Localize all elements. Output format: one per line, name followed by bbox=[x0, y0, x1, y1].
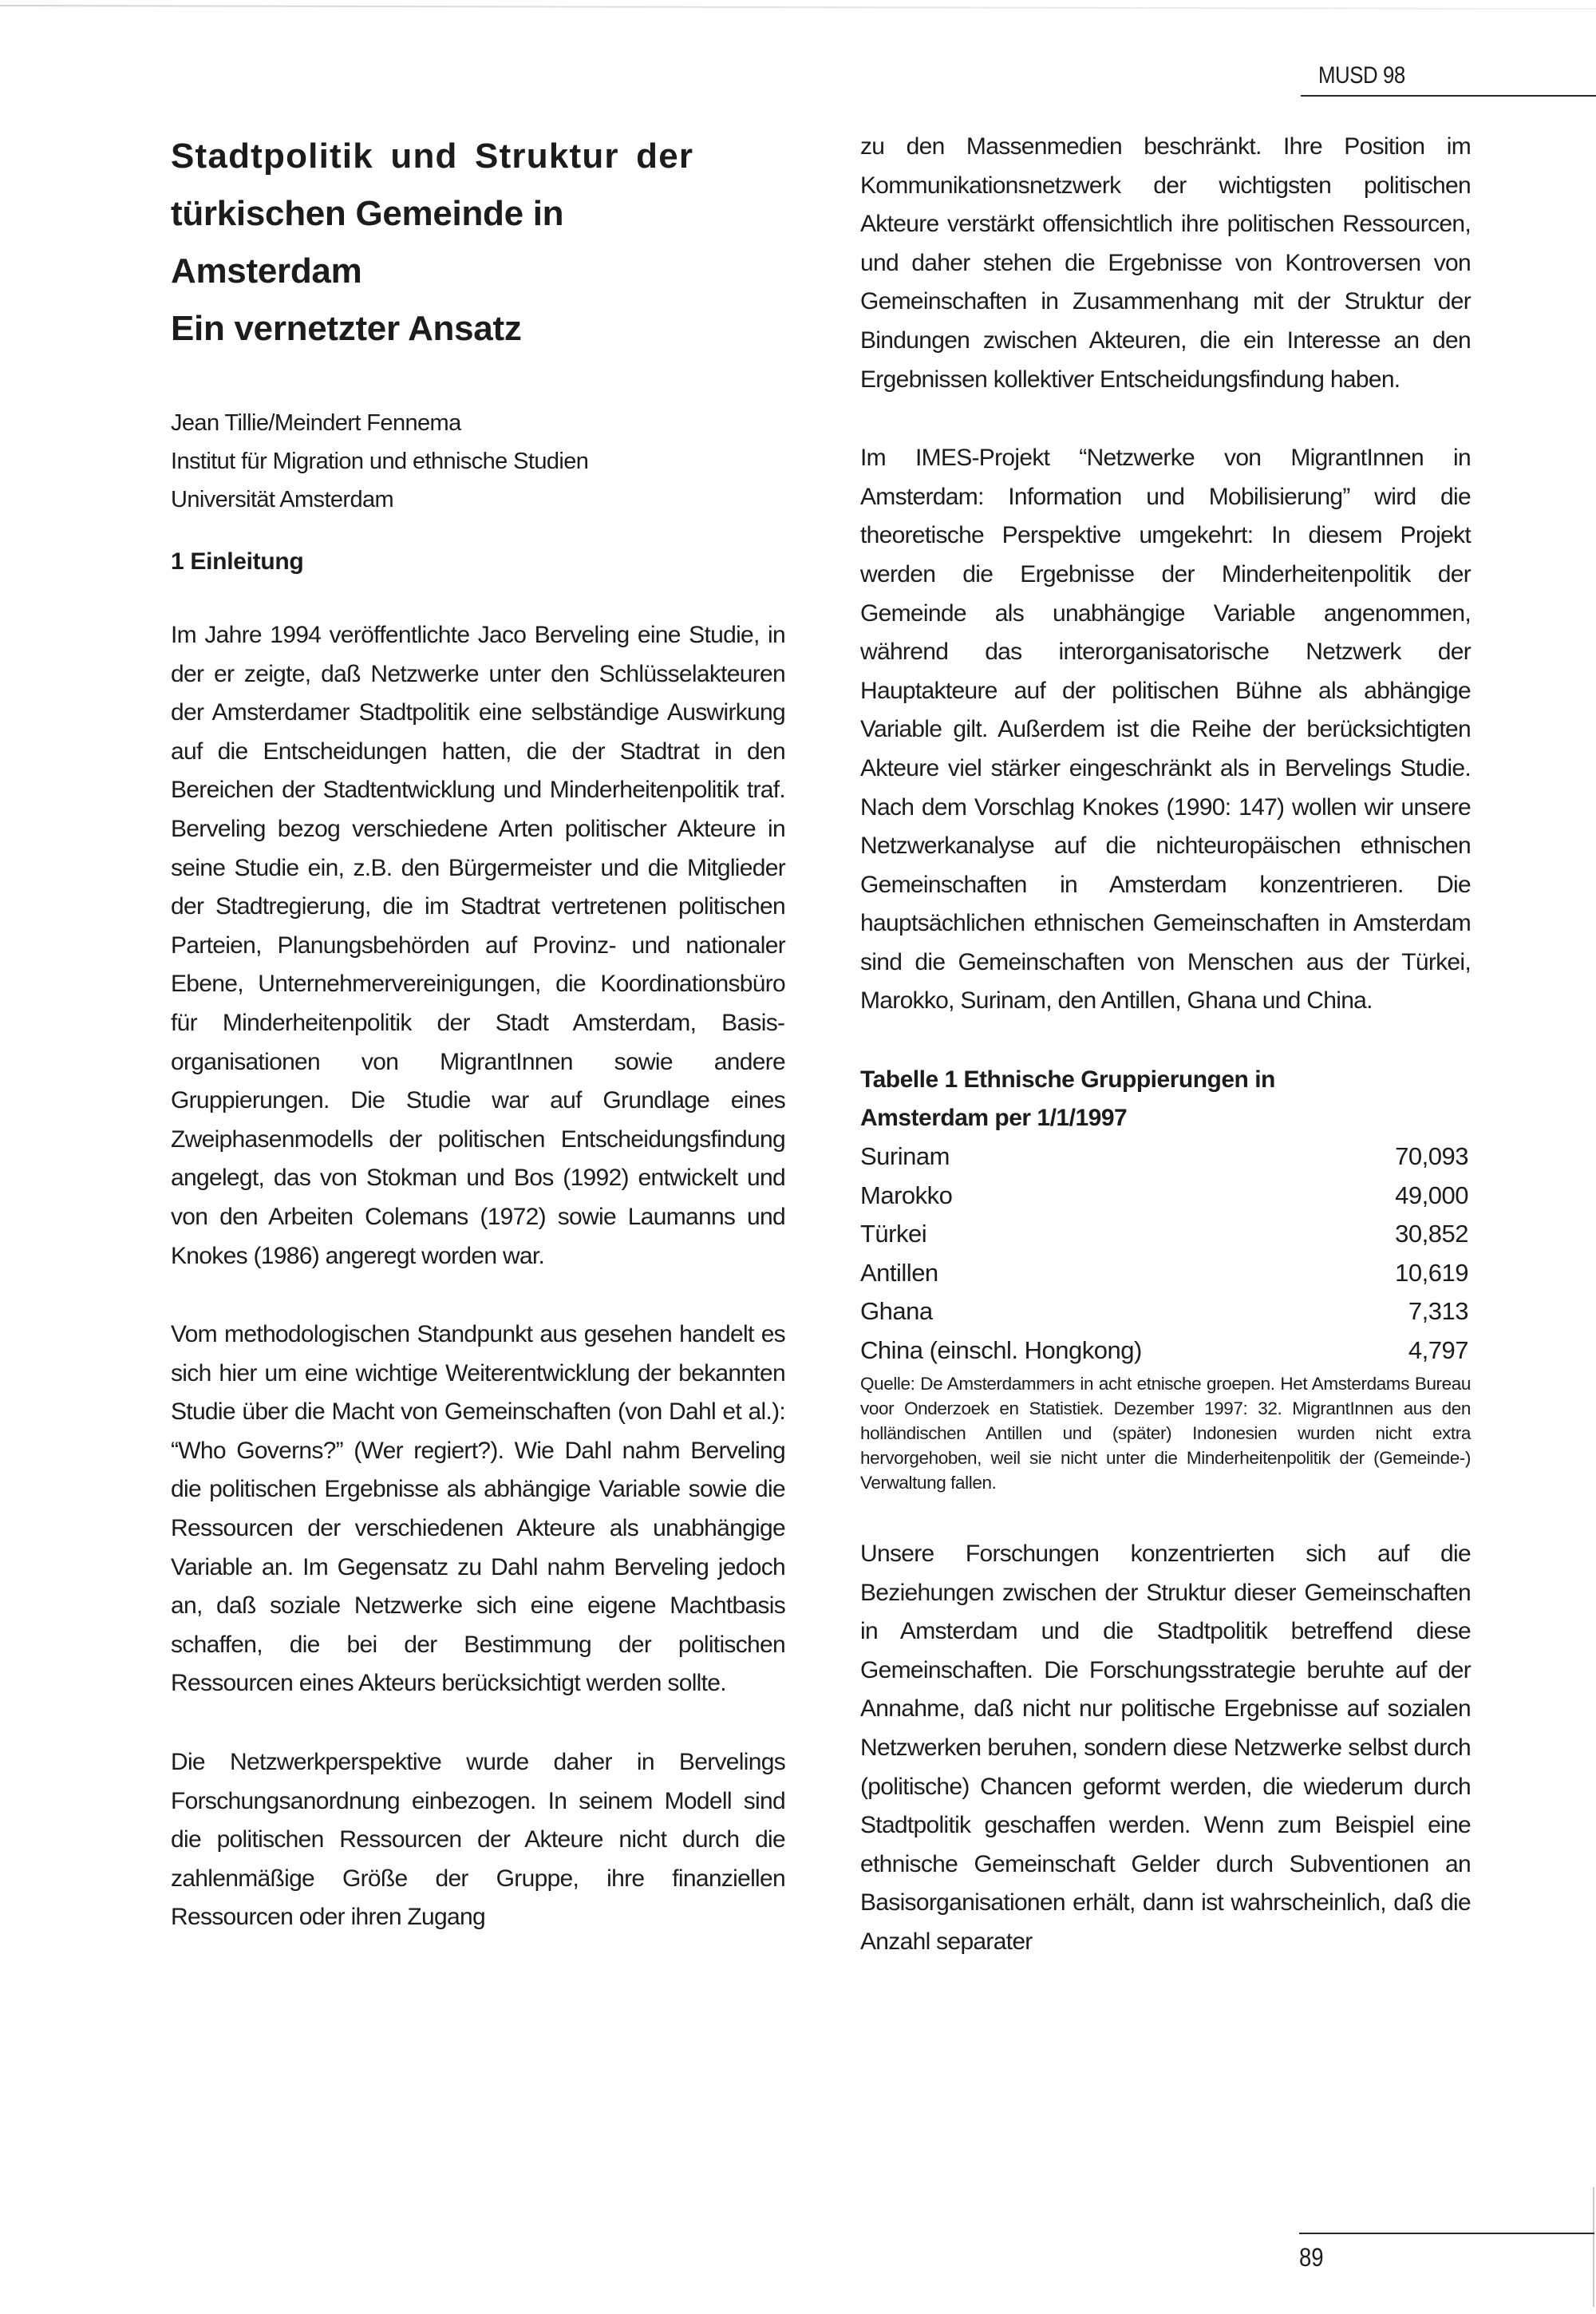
body-paragraph: Vom methodologischen Standpunkt aus gesehen handelt es sich hier um eine wichtige Weiterentwicklung der bekannten Studie über die Macht von Gemeinschaften (von Dahl et al.): “Who Governs?” (Wer regiert?). Wie Dahl nahm Berveling die politischen Ergebnisse als abhängige Variable sowie die Ressourcen der verschiedenen Akteure als unabhängige Variable an. Im Gegensatz zu Dahl nahm Berveling jedoch an, daß soziale Netzwerke sich eine eigene Machtbasis schaffen, die bei der Bestimmung der politischen Ressourcen eines Akteurs berücksichtigt werden sollte. bbox=[171, 1321, 785, 1697]
ethnic-groups-table bbox=[860, 1137, 1468, 1370]
title-line: türkischen Gemeinde in bbox=[171, 194, 564, 233]
group-count: 30,852 bbox=[1395, 1220, 1468, 1248]
group-count: 7,313 bbox=[1408, 1297, 1468, 1326]
table-title-line: Amsterdam per 1/1/1997 bbox=[860, 1105, 1128, 1132]
group-name: China (einschl. Hongkong) bbox=[860, 1335, 1142, 1364]
table-1 bbox=[860, 1061, 1471, 1495]
author-university: Universität Amsterdam bbox=[171, 487, 394, 512]
table-row bbox=[860, 1254, 1468, 1293]
article-title bbox=[171, 128, 785, 358]
table-row bbox=[860, 1215, 1468, 1254]
table-row bbox=[860, 1292, 1468, 1331]
group-name: Ghana bbox=[860, 1297, 933, 1326]
group-count: 70,093 bbox=[1395, 1142, 1468, 1171]
group-count: 49,000 bbox=[1395, 1181, 1468, 1209]
header-rule bbox=[1301, 95, 1596, 97]
table-row bbox=[860, 1177, 1468, 1216]
body-paragraph: Im IMES-Projekt “Netzwerke von MigrantInnen in Amsterdam: Information und Mobilisierung” wird die theoretische Perspektive umgekehrt: In diesem Projekt werden die Ergebnisse der Minderheitenpolitik der Gemeinde als unabhängige Variable angenommen, während das interorganisatorische Netzwerk der Hauptakteure auf der politischen Bühne als abhängige Variable gilt. Außerdem ist die Reihe der berücksichtigten Akteure viel stärker eingeschränkt als in Bervelings Studie. Nach dem Vorschlag Knokes (1990: 147) wollen wir unsere Netzwerkanalyse auf die nichteuropäischen ethnischen Gemeinschaften in Amsterdam konzentrieren. Die hauptsächlichen ethnischen Gemeinschaften in Amsterdam sind die Gemeinschaften von Menschen aus der Türkei, Marokko, Surinam, den Antillen, Ghana und China. bbox=[860, 445, 1471, 1015]
title-line: Stadtpolitik und Struktur der bbox=[171, 136, 694, 176]
table-row bbox=[860, 1331, 1468, 1371]
table-title bbox=[860, 1061, 1471, 1137]
body-paragraph: Unsere Forschungen konzentrierten sich auf die Beziehungen zwischen der Struktur dieser Gemeinschaften in Amsterdam und die Stadtpolitik betreffend diese Gemeinschaften. Die Forschungsstrategie beruhte auf der Annahme, daß nicht nur politische Ergebnisse auf sozialen Netzwerken beruhen, sondern diese Netzwerke selbst durch (politische) Chancen geformt werden, die wiederum durch Stadtpolitik geschaffen werden. Wenn zum Beispiel eine ethnische Gemeinschaft Gelder durch Subventionen an Basisorganisationen erhält, dann ist wahrscheinlich, daß die Anzahl separater bbox=[860, 1541, 1471, 1955]
left-column bbox=[171, 128, 785, 1937]
group-name: Surinam bbox=[860, 1142, 950, 1171]
group-count: 4,797 bbox=[1408, 1335, 1468, 1364]
author-names: Jean Tillie/Meindert Fennema bbox=[171, 410, 461, 436]
running-header: MUSD 98 bbox=[1318, 62, 1405, 89]
scan-edge bbox=[0, 5, 1596, 10]
scan-edge-right bbox=[1593, 2187, 1594, 2307]
table-row bbox=[860, 1137, 1468, 1177]
section-heading: 1 Einleitung bbox=[171, 548, 304, 575]
table-title-line: Tabelle 1 Ethnische Gruppierungen in bbox=[860, 1066, 1275, 1094]
table-source-note: Quelle: De Amsterdammers in acht etnische groepen. Het Amsterdams Bureau voor Onderzoek en Statistiek. Dezember 1997: 32. MigrantInnen aus den holländischen Antillen und (später) Indonesien wurden nicht extra hervorgehoben, weil sie nicht unter die Minderheitenpolitik der (Gemeinde-) Verwaltung fallen. bbox=[860, 1374, 1471, 1493]
body-paragraph: zu den Massenmedien beschränkt. Ihre Position im Kommunikationsnetzwerk der wichtigsten politischen Akteure verstärkt offensichtlich ihre politischen Ressourcen, und daher stehen die Ergebnisse von Kontroversen von Gemeinschaften in Zusammenhang mit der Struktur der Bindungen zwischen Akteuren, die ein Interesse an den Ergebnissen kollektiver Entscheidungsfindung haben. bbox=[860, 133, 1471, 393]
group-name: Marokko bbox=[860, 1181, 953, 1209]
author-block bbox=[171, 404, 785, 519]
group-count: 10,619 bbox=[1395, 1258, 1468, 1287]
group-name: Türkei bbox=[860, 1220, 927, 1248]
body-paragraph: Im Jahre 1994 veröffentlichte Jaco Berveling eine Studie, in der er zeigte, daß Netzwerke unter den Schlüsselakteuren der Amsterdamer Stadtpolitik eine selbständige Auswirkung auf die Entscheidungen hatten, die der Stadtrat in den Bereichen der Stadtentwicklung und Minderheitenpolitik traf. Berveling bezog verschiedene Arten politischer Akteure in seine Studie ein, z.B. den Bürgermeister und die Mitglieder der Stadtregierung, die im Stadtrat vertretenen politischen Parteien, Planungsbehörden auf Provinz- und nationaler Ebene, Unternehmervereinigungen, die Koordinationsbüro für Minderheitenpolitik der Stadt Amsterdam, Basisorganisationen von MigrantInnen sowie andere Gruppierungen. Die Studie war auf Grundlage eines Zweiphasenmodells der politischen Entscheidungsfindung angelegt, das von Stokman und Bos (1992) entwickelt und von den Arbeiten Colemans (1972) sowie Laumanns und Knokes (1986) angeregt worden war. bbox=[171, 622, 785, 1269]
body-paragraph: Die Netzwerkperspektive wurde daher in Bervelings Forschungsanordnung einbezogen. In seinem Modell sind die politischen Ressourcen der Akteure nicht durch die zahlenmäßige Größe der Gruppe, ihre finanziellen Ressourcen oder ihren Zugang bbox=[171, 1749, 785, 1931]
title-line: Ein vernetzter Ansatz bbox=[171, 309, 522, 348]
page-number: 89 bbox=[1299, 2243, 1324, 2272]
title-line: Amsterdam bbox=[171, 251, 362, 291]
group-name: Antillen bbox=[860, 1258, 938, 1287]
footer-rule bbox=[1299, 2233, 1594, 2234]
right-column bbox=[860, 128, 1471, 1962]
author-affiliation: Institut für Migration und ethnische Studien bbox=[171, 449, 589, 474]
